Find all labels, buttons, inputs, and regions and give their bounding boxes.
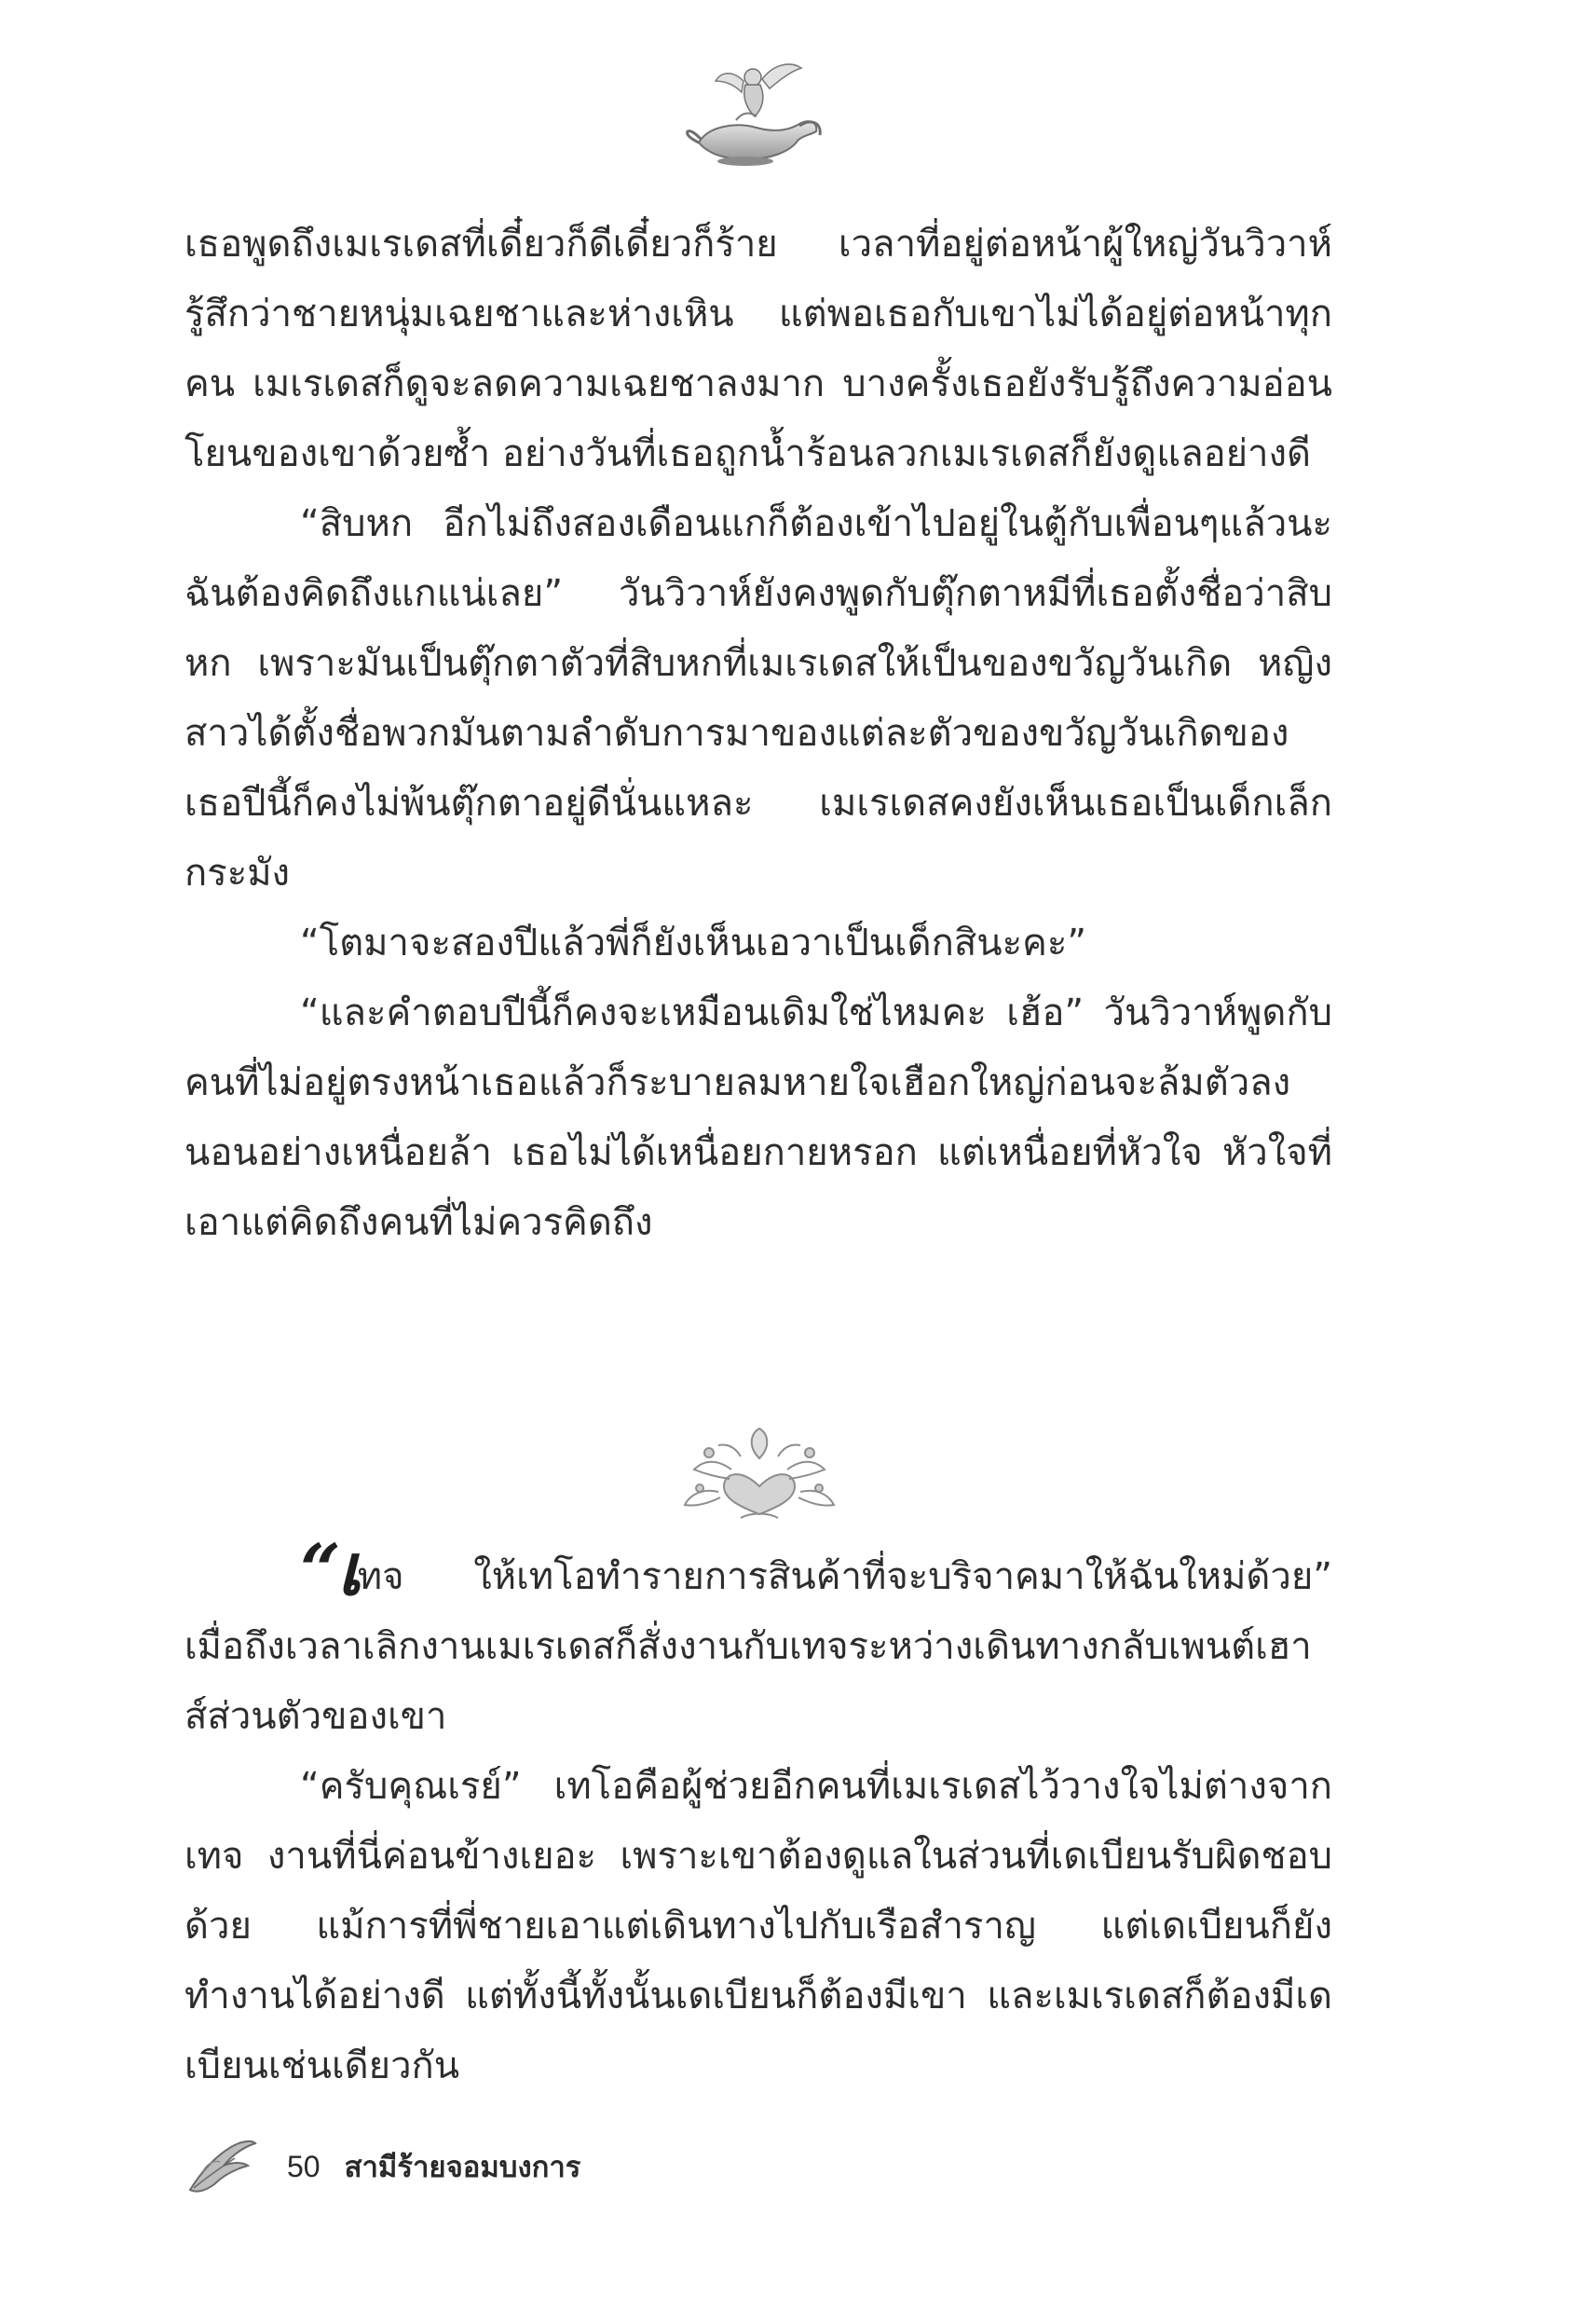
paragraph-text: ทจ ให้เทโอทำรายการสินค้าที่จะบริจาคมาให้ฉันใหม่ด้วย” เมื่อถึงเวลาเลิกงานเมเรเดสก็สั่งงานกับเทจระหว่างเดินทางกลับเพนต์เฮาส์ส่วนตัวของเขา: [184, 1555, 1332, 1738]
quill-corner-icon: [186, 2138, 259, 2195]
floral-heart-divider-icon: [675, 1421, 843, 1524]
page-number: 50: [287, 2149, 321, 2183]
paragraph: “โตมาจะสองปีแล้วพี่ก็ยังเห็นเอวาเป็นเด็กสินะคะ”: [300, 922, 1087, 964]
paragraph: “ครับคุณเรย์” เทโอคือผู้ช่วยอีกคนที่เมเรเดสไว้วางใจไม่ต่างจากเทจ งานที่นี่ค่อนข้างเยอะ เพราะเขาต้องดูแลในส่วนที่เดเบียนรับผิดชอบด้วย แม้การที่พี่ชายเอาแต่เดินทางไปกับเรือสำราญ แต่เดเบียนก็ยังทำงานได้อย่างดี แต่ทั้งนี้ทั้งนั้นเดเบียนก็ต้องมีเขา และเมเรเดสก็ต้องมีเดเบียนเช่นเดียวกัน: [184, 1765, 1332, 2087]
paragraph: เธอพูดถึงเมเรเดสที่เดี๋ยวก็ดีเดี๋ยวก็ร้าย เวลาที่อยู่ต่อหน้าผู้ใหญ่วันวิวาห์รู้สึกว่าชายหนุ่มเฉยชาและห่างเหิน แต่พอเธอกับเขาไม่ได้อยู่ต่อหน้าทุกคน เมเรเดสก็ดูจะลดความเฉยชาลงมาก บางครั้งเธอยังรับรู้ถึงความอ่อนโยนของเขาด้วยซ้ำ อย่างวันที่เธอถูกน้ำร้อนลวกเมเรเดสก็ยังดูแลอย่างดี: [184, 223, 1332, 475]
section-one-text: [184, 210, 1332, 1258]
paragraph: [184, 1528, 1332, 1752]
book-title: สามีร้ายจอมบงการ: [344, 2151, 581, 2184]
paragraph: “และคำตอบปีนี้ก็คงจะเหมือนเดิมใช่ไหมคะ เฮ้อ” วันวิวาห์พูดกับคนที่ไม่อยู่ตรงหน้าเธอแล้วก็ระบายลมหายใจเฮือกใหญ่ก่อนจะล้มตัวลงนอนอย่างเหนื่อยล้า เธอไม่ได้เหนื่อยกายหรอก แต่เหนื่อยที่หัวใจ หัวใจที่เอาแต่คิดถึงคนที่ไม่ควรคิดถึง: [184, 991, 1332, 1244]
cupid-lamp-ornament-icon: [680, 51, 829, 172]
dropcap: “เ: [300, 1528, 358, 1611]
section-two-text: [184, 1528, 1332, 2101]
page-footer: [186, 2134, 580, 2199]
paragraph: “สิบหก อีกไม่ถึงสองเดือนแกก็ต้องเข้าไปอยู่ในตู้กับเพื่อนๆแล้วนะ ฉันต้องคิดถึงแกแน่เลย” วันวิวาห์ยังคงพูดกับตุ๊กตาหมีที่เธอตั้งชื่อว่าสิบหก เพราะมันเป็นตุ๊กตาตัวที่สิบหกที่เมเรเดสให้เป็นของขวัญวันเกิด หญิงสาวได้ตั้งชื่อพวกมันตามลำดับการมาของแต่ละตัวของขวัญวันเกิดของเธอปีนี้ก็คงไม่พ้นตุ๊กตาอยู่ดีนั่นแหละ เมเรเดสคงยังเห็นเธอเป็นเด็กเล็กกระมัง: [184, 502, 1332, 895]
